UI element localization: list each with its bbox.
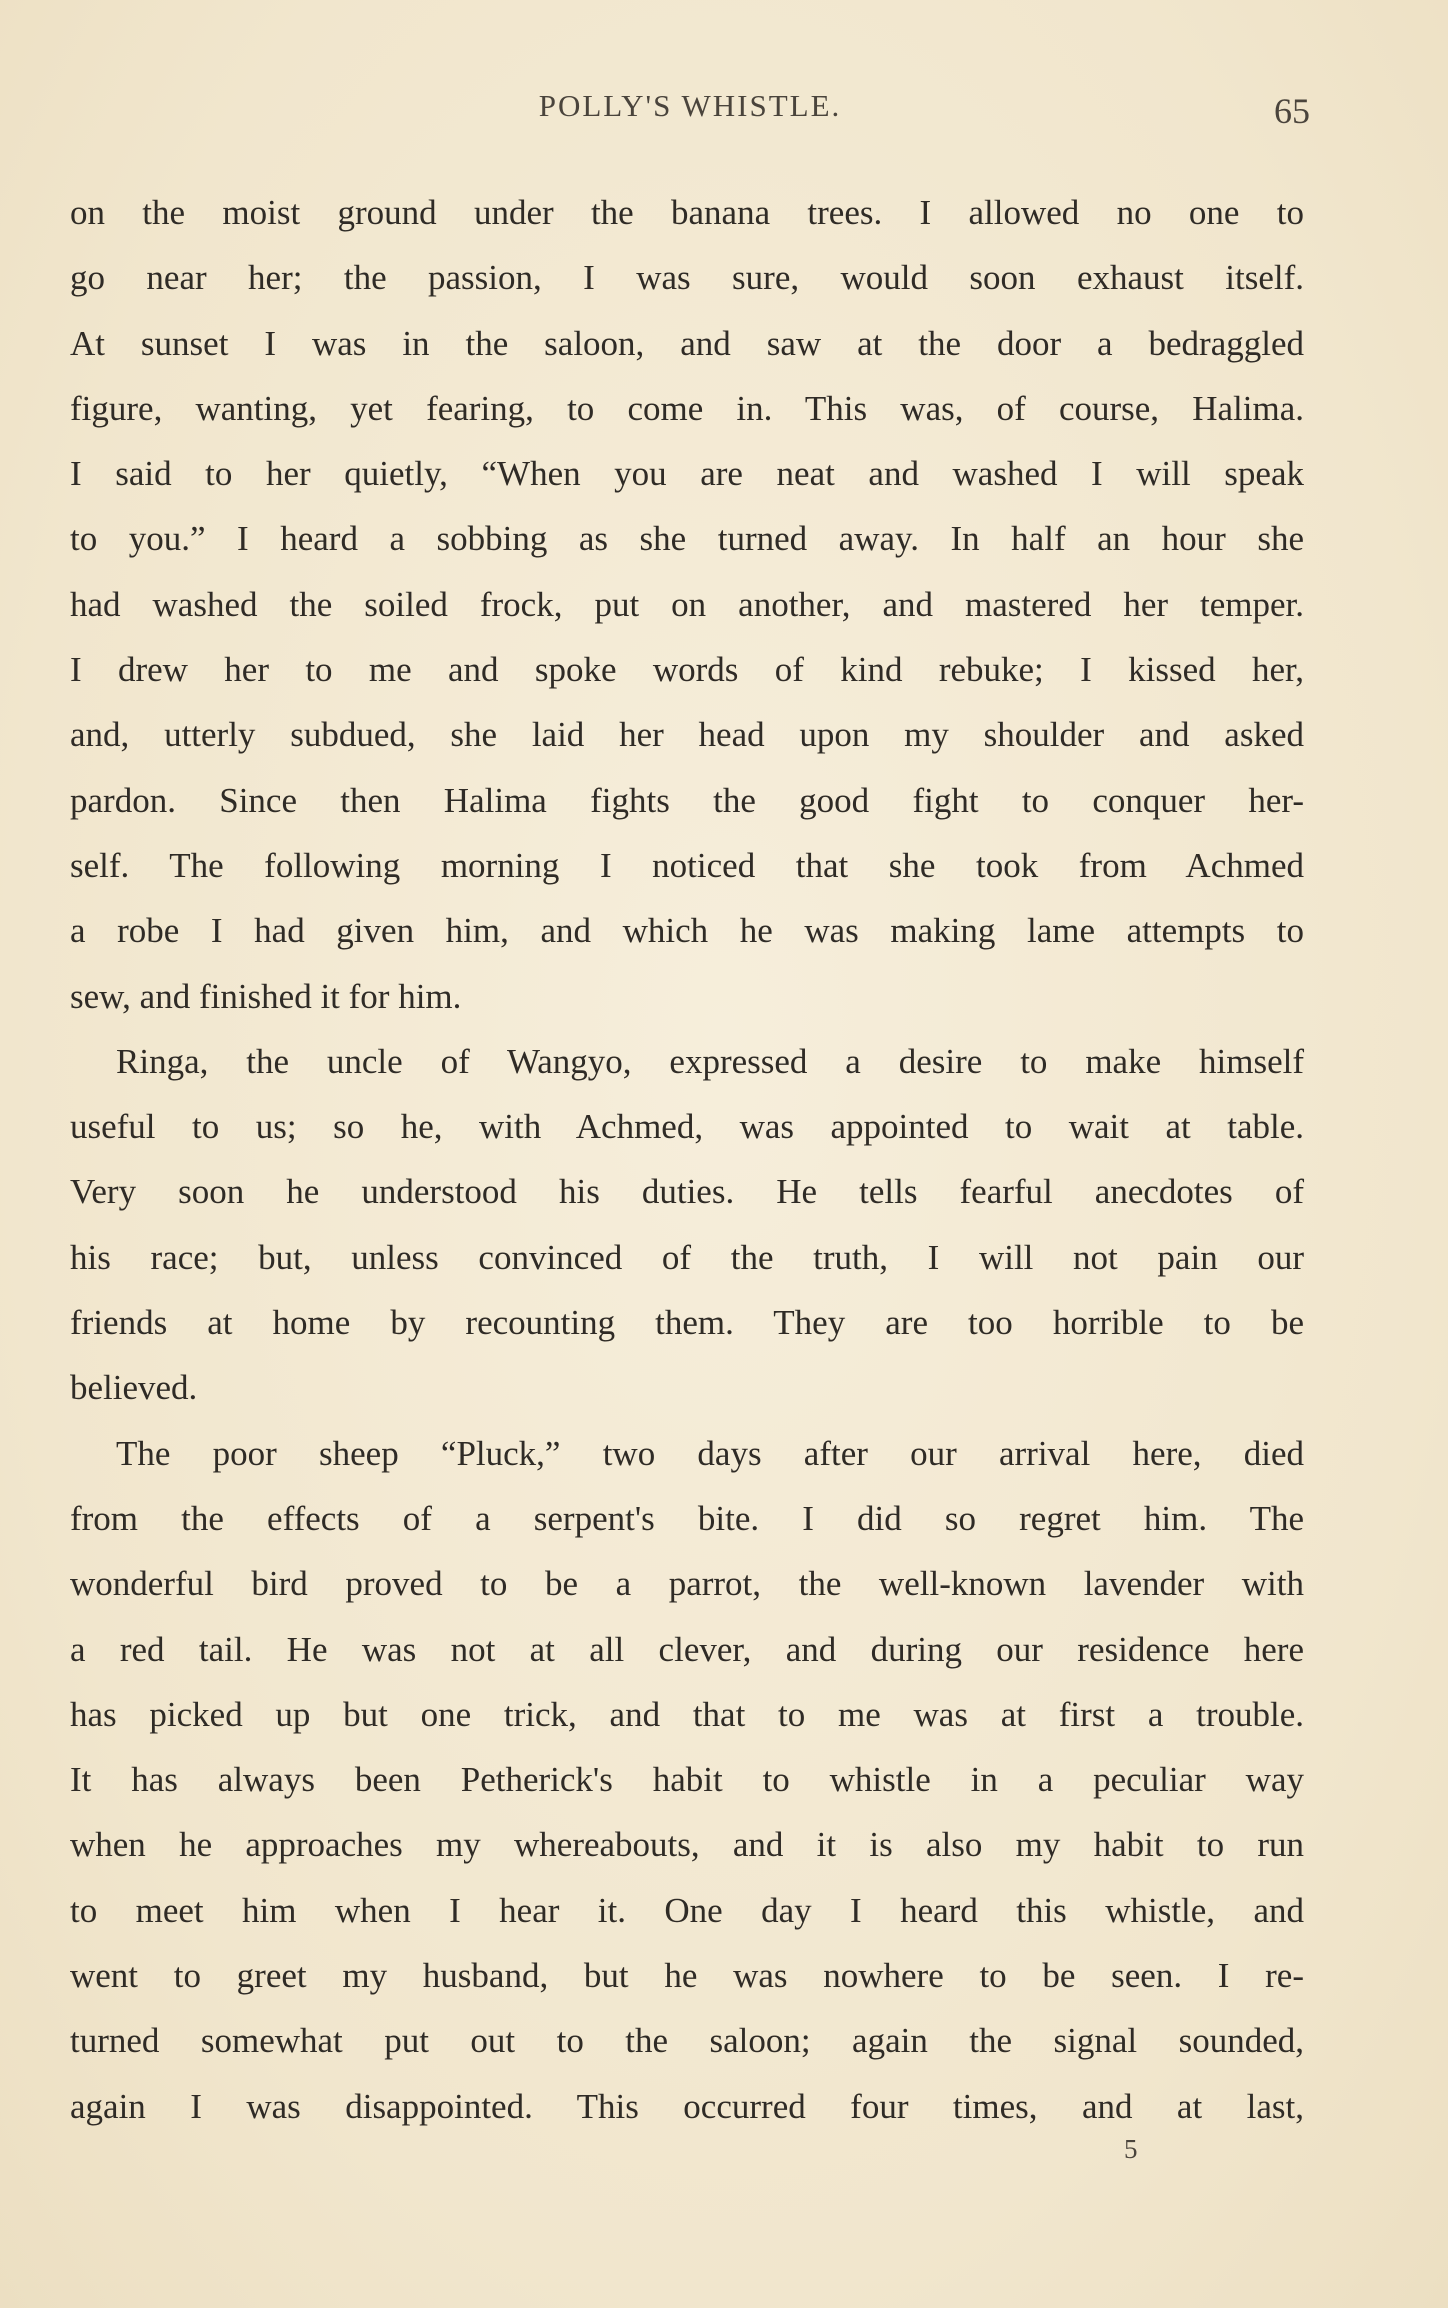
body-text (70, 180, 1304, 2139)
running-title: POLLY'S WHISTLE. (538, 88, 842, 123)
text-line: go near her; the passion, I was sure, would soon exhaust itself. (70, 258, 1304, 298)
text-line: I said to her quietly, “When you are neat and washed I will speak (70, 454, 1304, 494)
text-line: wonderful bird proved to be a parrot, the well-known lavender with (70, 1564, 1304, 1604)
text-line: useful to us; so he, with Achmed, was appointed to wait at table. (70, 1107, 1304, 1147)
text-line: went to greet my husband, but he was nowhere to be seen. I re- (70, 1956, 1304, 1996)
text-line: to meet him when I hear it. One day I heard this whistle, and (70, 1890, 1304, 1930)
text-line: self. The following morning I noticed that she took from Achmed (70, 845, 1304, 885)
text-line: to you.” I heard a sobbing as she turned away. In half an hour she (70, 519, 1304, 559)
text-line: a red tail. He was not at all clever, and during our residence here (70, 1629, 1304, 1669)
text-line: I drew her to me and spoke words of kind rebuke; I kissed her, (70, 650, 1304, 690)
text-line: has picked up but one trick, and that to me was at first a trouble. (70, 1694, 1304, 1734)
page-number: 65 (1274, 91, 1310, 131)
text-line: from the effects of a serpent's bite. I did so regret him. The (70, 1498, 1304, 1538)
text-line: on the moist ground under the banana trees. I allowed no one to (70, 193, 1304, 232)
text-line: sew, and finished it for him. (70, 976, 462, 1016)
text-line: a robe I had given him, and which he was making lame attempts to (70, 911, 1304, 951)
signature-mark: 5 (1124, 2134, 1138, 2164)
text-line: pardon. Since then Halima fights the good fight to conquer her- (70, 780, 1304, 820)
text-line: figure, wanting, yet fearing, to come in. This was, of course, Halima. (70, 388, 1304, 428)
text-line: again I was disappointed. This occurred four times, and at last, (70, 2086, 1304, 2126)
text-line: turned somewhat put out to the saloon; again the signal sounded, (70, 2021, 1304, 2061)
text-line: Ringa, the uncle of Wangyo, expressed a desire to make himself (116, 1041, 1304, 1081)
text-line: The poor sheep “Pluck,” two days after our arrival here, died (116, 1433, 1304, 1473)
text-line: believed. (70, 1368, 198, 1408)
text-line: his race; but, unless convinced of the truth, I will not pain our (70, 1237, 1304, 1277)
text-line: when he approaches my whereabouts, and it is also my habit to run (70, 1825, 1304, 1865)
running-head (70, 88, 1310, 138)
text-line: and, utterly subdued, she laid her head upon my shoulder and asked (70, 715, 1304, 755)
text-line: At sunset I was in the saloon, and saw at the door a bedraggled (70, 323, 1304, 363)
text-line: had washed the soiled frock, put on another, and mastered her temper. (70, 584, 1304, 624)
text-line: It has always been Petherick's habit to whistle in a peculiar way (70, 1760, 1304, 1800)
text-line: Very soon he understood his duties. He tells fearful anecdotes of (70, 1172, 1304, 1212)
text-line: friends at home by recounting them. They are too horrible to be (70, 1303, 1304, 1343)
